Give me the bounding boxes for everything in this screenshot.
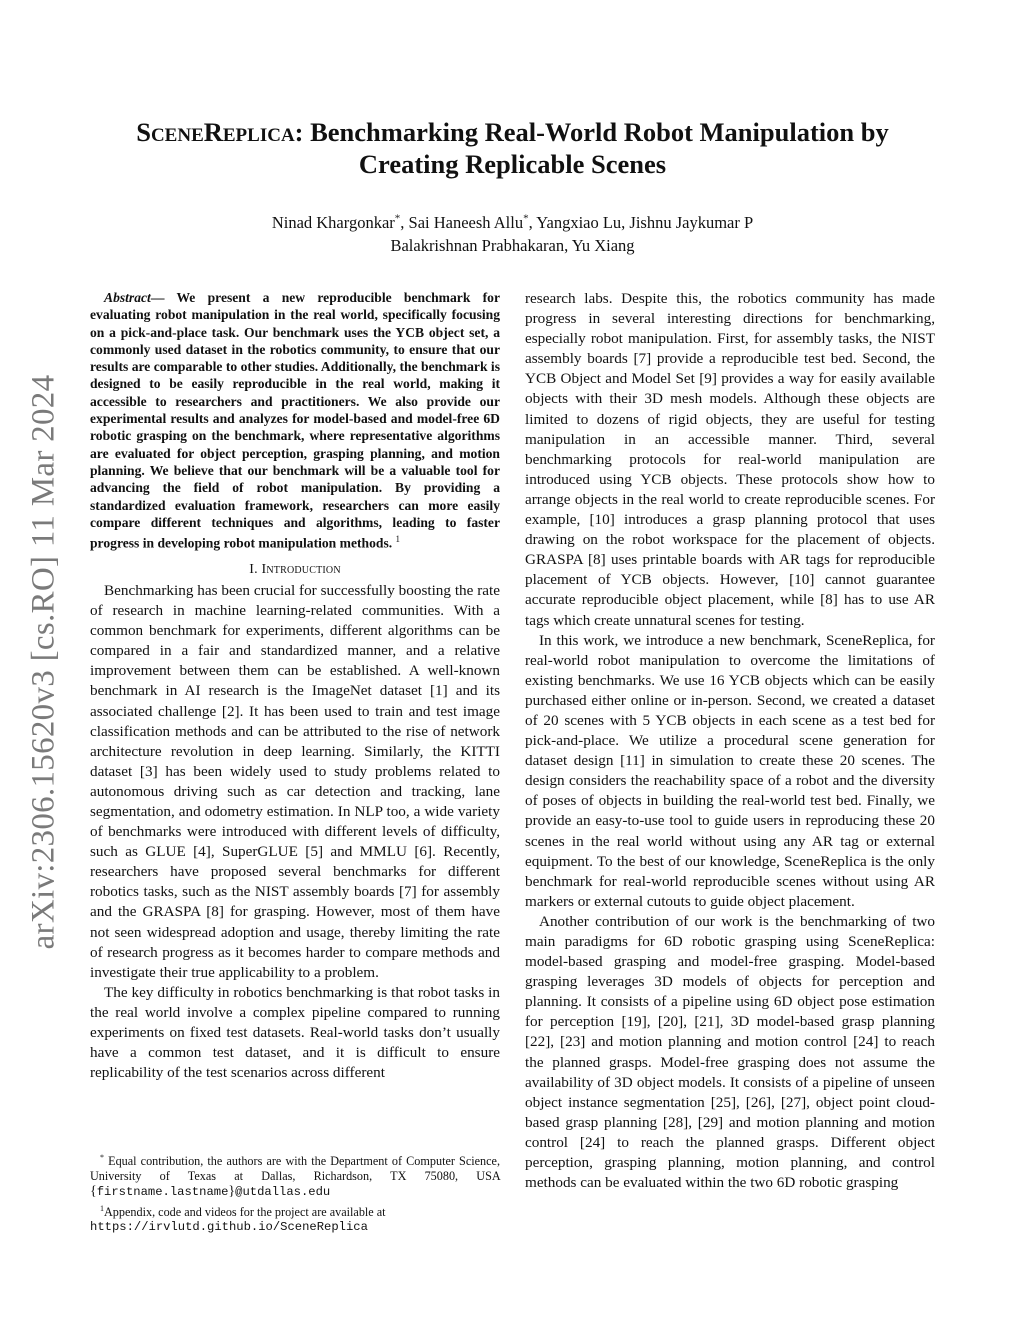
abstract-footnote-mark: 1 (395, 534, 401, 545)
footnote-mark: * (100, 1153, 104, 1162)
author-1: Ninad Khargonkar (271, 213, 395, 232)
author-list (90, 211, 935, 257)
paragraph: research labs. Despite this, the robotics community has made progress in several interesting directions for benchmarking, especially robot manipulation. First, for assembly tasks, the NIST assembly boards [7] provide a reproducible test bed. Second, the YCB Object and Model Set [9] provides a way for easily available objects with their 3D mesh models. Although these objects are limited to dozens of rigid objects, they are useful for testing manipulation in an accessible manner. Third, several benchmarking protocols for real-world manipulation are introduced using YCB objects. These protocols show how to arrange objects in the real world to create reproducible scenes. For example, [10] introduces a grasp planning protocol that uses drawing on the robot workspace for the placement of objects. GRASPA [8] uses printable boards with AR tags for reproducible placement of YCB objects. However, [10] cannot guarantee accurate reproducible object placement, while [8] has to use AR tags which create unnatural scenes for testing. (525, 290, 935, 629)
footnotes (90, 1150, 500, 1235)
abstract (90, 289, 500, 552)
equal-contribution-mark: * (523, 212, 529, 225)
paragraph: The key difficulty in robotics benchmarking is that robot tasks in the real world involve a complex pipeline compared to running experiments on fixed test datasets. Real-world tasks don’t usually have a common test dataset, and it is difficult to ensure replicability of the test scenarios across different (90, 983, 500, 1082)
email-brace-open: { (90, 1184, 97, 1200)
section-heading-introduction (90, 562, 500, 578)
email-domain: @utdallas.edu (235, 1185, 331, 1200)
title-line-2: Creating Replicable Scenes (358, 149, 667, 179)
paragraph: Another contribution of our work is the benchmarking of two main paradigms for 6D robotic grasping using SceneReplica: model-based grasping and model-free grasping. Model-based grasping leverages 3D models of objects for perception and planning. It consists of a pipeline using 6D object pose estimation for perception [19], [20], [21], 3D model-based grasp planning [22], [23] and motion planning and motion control [24] to reach the planned grasps. Model-free grasping does not assume the availability of 3D object models. It consists of a pipeline of unseen object instance segmentation [25], [26], [27], object point cloud-based grasp planning [28], [29] and motion planning and motion control [24] to reach the planned grasps. Different object perception, grasping planning, motion planning, and control methods can be evaluated within the two 6D robotic grasping (525, 912, 935, 1192)
authors-line-1 (90, 211, 935, 234)
footnote-mark: 1 (100, 1203, 104, 1213)
author-2: , Sai Haneesh Allu (400, 213, 524, 232)
title-line-1 (90, 116, 935, 148)
authors-rest: , Yangxiao Lu, Jishnu Jaykumar P (528, 213, 754, 232)
section-number: I. (249, 561, 262, 577)
paper-title (90, 116, 935, 180)
equal-contribution-mark: * (394, 212, 401, 225)
right-column (525, 289, 935, 1193)
project-url-link[interactable]: https://irvlutd.github.io/SceneReplica (90, 1219, 368, 1234)
abstract-dash: — (150, 290, 177, 305)
title-rest: : Benchmarking Real-World Robot Manipulation by (294, 117, 889, 147)
title-smallcaps: SceneReplica (136, 117, 295, 147)
paragraph: In this work, we introduce a new benchmark, SceneReplica, for real-world robot manipulation to overcome the limitations of existing benchmarks. We use 16 YCB objects which can be easily purchased either online or in-person. Second, we created a dataset of 20 scenes with 5 YCB objects in each scene as a test bed for pick-and-place. We utilize a procedural scene generation for dataset design [11] in simulation to create these 20 scenes. The design considers the reachability space of a robot and the diversity of poses of objects in building the real-world test bed. Finally, we provide an easy-to-use tool to guide users in reproducing these 20 scenes in the real world without using any AR tag or external equipment. To the best of our knowledge, SceneReplica is the only benchmark for real-world reproducible scenes without using AR markers or external cutouts to guide object placement. (525, 631, 935, 910)
paragraph: Benchmarking has been crucial for successfully boosting the rate of research in machine learning-related communities. With a common benchmark for experiments, different algorithms can be compared in a fair and standardized manner, and a relative improvement between them can be established. A well-known benchmark in AI research is the ImageNet dataset [1] and its associated challenge [2]. It has been used to train and test image classification methods and can be attributed to the rise of network architecture revolution in deep learning. Similarly, the KITTI dataset [3] has been widely used to study problems related to autonomous driving such as car detection and tracking, lane segmentation, and odometry estimation. In NLP too, a wide variety of benchmarks were introduced with different levels of difficulty, such as GLUE [4], SuperGLUE [5] and MMLU [6]. Recently, researchers have proposed several benchmarks for different robotics tasks, such as the NIST assembly boards [7] for assembly and the GRASPA [8] for grasping. However, most of them have not seen widespread adoption and usage, thereby limiting the rate of research progress as it becomes harder to compare methods and investigate their true applicability to a problem. (90, 581, 500, 981)
abstract-text: We present a new reproducible benchmark for evaluating robot manipulation in the real world, specifically focusing on a pick-and-place task. Our benchmark uses the YCB object set, a commonly used dataset in the robotics community, to ensure that our results are comparable to other studies. Additionally, the benchmark is designed to be easily reproducible in the real world, making it accessible to researchers and practitioners. We also provide our experimental results and analyzes for model-based and model-free 6D robotic grasping on the benchmark, where representative algorithms are evaluated for object perception, grasping planning, and motion planning. We believe that our benchmark will be a valuable tool for advancing the field of robot manipulation. By providing a standardized evaluation framework, researchers can more easily compare different techniques and algorithms, leading to faster progress in developing robot manipulation methods. (90, 290, 501, 551)
authors-line-2: Balakrishnan Prabhakaran, Yu Xiang (390, 236, 635, 255)
abstract-label: Abstract (104, 290, 151, 305)
email-brace-close: } (228, 1184, 236, 1200)
section-title: Introduction (261, 561, 341, 577)
arxiv-identifier-stamp: arXiv:2306.15620v3 [cs.RO] 11 Mar 2024 (25, 374, 62, 950)
footnote-text: Appendix, code and videos for the project are available at (104, 1204, 386, 1219)
footnote-project-link (90, 1201, 500, 1220)
email-user: firstname.lastname (96, 1185, 229, 1200)
left-column (90, 289, 500, 1083)
footnote-text: Equal contribution, the authors are with the Department of Computer Science, University of Texas at Dallas, Richardson, TX 75080, USA (90, 1154, 500, 1184)
footnote-equal-contribution (90, 1150, 500, 1201)
